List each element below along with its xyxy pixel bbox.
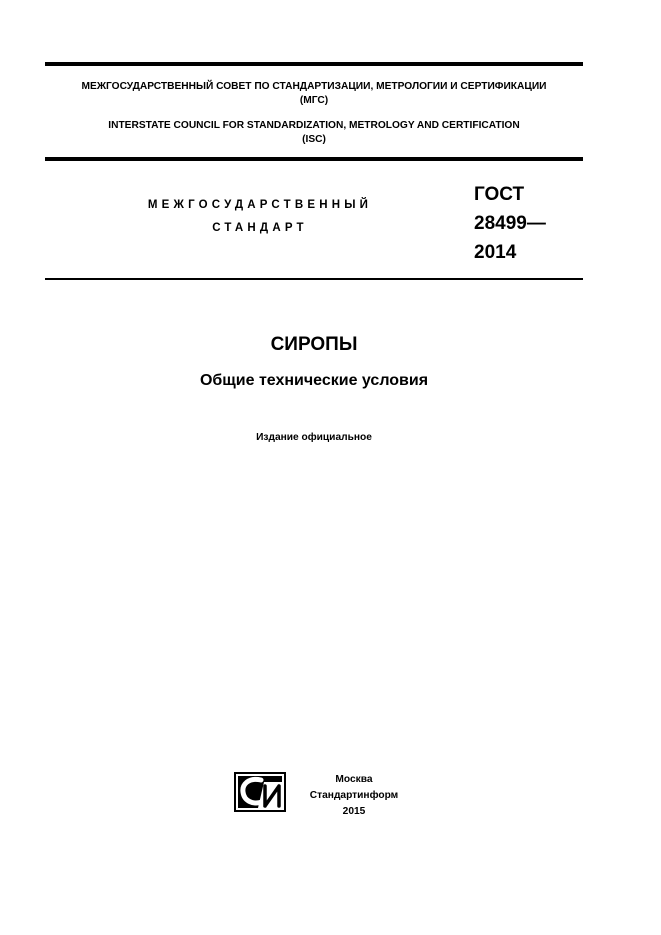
document-title: СИРОПЫ xyxy=(270,334,358,355)
publication-year: 2015 xyxy=(342,806,366,817)
council-name-ru xyxy=(45,80,583,108)
gost-prefix: ГОСТ xyxy=(474,184,525,205)
standartinform-logo-icon xyxy=(234,772,286,812)
publisher-city: Москва xyxy=(335,774,373,785)
standard-type-line2: СТАНДАРТ xyxy=(212,222,308,234)
council-abbr-en: (ISC) xyxy=(302,134,326,145)
council-name-ru-text: МЕЖГОСУДАРСТВЕННЫЙ СОВЕТ ПО СТАНДАРТИЗАЦИИ, МЕТРОЛОГИИ И СЕРТИФИКАЦИИ xyxy=(81,81,547,92)
publisher-name: Стандартинформ xyxy=(309,790,399,801)
standard-type-line1: МЕЖГОСУДАРСТВЕННЫЙ xyxy=(147,199,373,211)
edition-note: Издание официальное xyxy=(256,432,372,443)
document-subtitle: Общие технические условия xyxy=(199,372,429,389)
bottom-rule xyxy=(45,278,583,280)
council-name-en-text: INTERSTATE COUNCIL FOR STANDARDIZATION, METROLOGY AND CERTIFICATION xyxy=(108,120,520,131)
gost-designation xyxy=(474,180,546,267)
middle-rule xyxy=(45,157,583,161)
top-rule xyxy=(45,62,583,66)
gost-year: 2014 xyxy=(474,242,517,263)
publisher-block xyxy=(298,772,410,820)
gost-number: 28499— xyxy=(474,213,546,234)
council-abbr-ru: (МГС) xyxy=(299,95,329,106)
council-name-en xyxy=(45,119,583,147)
